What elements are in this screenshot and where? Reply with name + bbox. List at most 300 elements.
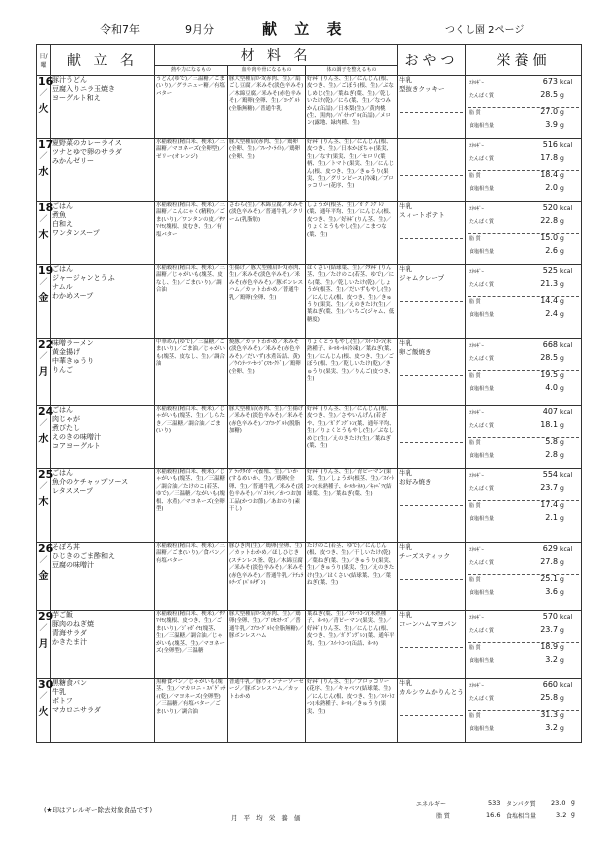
g-unit: g [560,712,564,719]
menu-cell [51,139,155,202]
energy-label: ｴﾈﾙｷﾞｰ [469,473,485,479]
day-number: 17 [38,138,54,151]
snack-item: 型抜きクッキー [399,84,445,93]
energy-ingredients: 水稲穀粒(精白米、梗米)／三温糖／じゃがいも(塊茎、皮なし、生)／ごま(いり)／調合油 [155,265,228,339]
fat-value: 27.0 [540,107,559,116]
dish-name: 豚肉のねぎ焼 [52,620,94,628]
salt-label: 食塩相当量 [469,312,495,318]
g-unit: g [560,576,564,583]
body-ingredients: ﾌﾞﾗｯｸﾀｲｶﾞｰ(養殖、生)／いか(するめいか、生)／鶏卵(全卵、生)／普通牛乳／米みそ(淡色辛みそ)／ﾊﾟｽﾄﾗﾐ／かつお加工品(かつお節)／あおのり(素干し) [228,469,306,543]
protein-value: 23.7 [540,625,559,634]
salt-value: 2.0 [545,183,559,192]
g-unit: g [560,452,564,459]
kcal-unit: kcal [560,205,573,212]
fat-value: 31.3 [540,710,559,719]
g-unit: g [560,355,564,362]
energy-value: 520 [542,203,559,212]
fat-label: 脂 質 [469,713,481,719]
kcal-unit: kcal [560,682,573,689]
dish-name: ごはん [52,469,73,477]
g-unit: g [560,155,564,162]
snack-column-header: おやつ [398,45,466,76]
g-unit: g [560,589,564,596]
dish-name: 肉じゃが [52,415,80,423]
day-cell: 29 ／ 月 [37,611,51,679]
dish-name: 魚介のケチャップソース [52,478,129,486]
salt-label: 食塩相当量 [469,123,495,129]
energy-label: ｴﾈﾙｷﾞｰ [469,269,485,275]
energy-value: 554 [542,470,559,479]
snack-cell [398,469,466,543]
dish-name: ワンタンスープ [52,229,100,237]
body-ingredients: 豚大型種肩(赤肉、生)／鶏卵(全卵、生)／ﾌﾚｰｸ･ﾗｲﾄ)／鶏卵(全卵、生) [228,139,306,202]
dish-name: マカロニサラダ [52,706,101,714]
day-number: 22 [38,338,54,351]
salt-label: 食塩相当量 [469,516,495,522]
day-number: 18 [38,201,54,214]
energy-ingredients: 水稲穀粒(精白米、梗米)／三温糖／こんにゃく(精粉)／ごま(いり)／ワンタンの皮／ｻﾂﾏｲﾓ(塊根、皮むき、生)／有塩バター [155,202,228,265]
menu-cell [51,202,155,265]
protein-value: 18.1 [540,420,559,429]
energy-ingredients: 水稲穀粒(精白米、梗米)／三温糖／ごま(いり)／食パン／有塩バター [155,543,228,611]
avg-energy-value: 533 [488,799,501,807]
fat-label: 脂 質 [469,645,481,651]
energy-ingredients: 水稲穀粒(精白米、梗米)／じゃがいも(塊茎、生)／三温糖／調合油／たけのこ(若茎、ゆで)／三温糖／ながいも(塊根、水煮)／マヨネーズ(全卵型) [155,469,228,543]
protein-label: たんぱく質 [469,93,495,99]
energy-value: 660 [542,680,559,689]
energy-label: ｴﾈﾙｷﾞｰ [469,143,485,149]
regulating-ingredients: はくさい(結球葉、生)／ｸﾀﾈｷﾞ(りん茎、生)／たけのこ(若茎、ゆで)／にら(葉、生)／乾しいたけ(乾)／しょうが(根茎、生)／だいずもやし(生)／にんじん(根、皮つき、生)／きゅうり(果実、生)／えのきたけ(生)／葉ねぎ(葉、生)／いちご(ジャム、低糖度) [306,265,398,339]
menu-cell [51,339,155,406]
kcal-unit: kcal [560,409,573,416]
dish-name: 豆腐入りニラ玉焼き [52,85,115,93]
g-unit: g [560,172,564,179]
day-number: 19 [38,264,54,277]
avg-energy-label: エネルギー [416,801,447,808]
snack-item: 牛乳 [399,543,413,551]
menu-cell [51,265,155,339]
dish-name: わかめスープ [52,292,94,300]
g-unit: g [560,485,564,492]
energy-label: ｴﾈﾙｷﾞｰ [469,343,485,349]
fat-label: 脂 質 [469,373,481,379]
protein-value: 28.5 [540,353,559,362]
day-of-week: 水 [38,434,49,445]
day-number: 25 [38,468,54,481]
day-number: 26 [38,542,54,555]
salt-value: 2.6 [545,246,559,255]
energy-value: 516 [542,140,559,149]
dish-name: ポトフ [52,697,73,705]
kcal-unit: kcal [560,79,573,86]
g-unit: g [560,298,564,305]
regulating-ingredients: 好ﾈｷﾞ(りん茎、生)／青ピーマン(果実、生)／しょうが(根茎、生)／ｽｲｰﾄｺｰﾝ(未熟種子、ﾎｰﾙｶｰﾈﾙ)／ｷｬﾍﾞﾂ(結球葉、生)／葉ねぎ(葉、生) [306,469,398,543]
allergy-note: (★印はアレルギー除去対象食品です) [44,806,152,814]
salt-label: 食塩相当量 [469,386,495,392]
dish-name: 煮びたし [52,424,80,432]
day-cell: 17 ／ 水 [37,139,51,202]
body-ingredients: 豚大型種肩ﾛｰｽ(赤肉、生)／絹ごし豆腐／米みそ(淡色辛みそ)／木綿豆腐／米みそ(赤色辛みそ)／鶏卵(全卵、生)／ﾖｰｸﾞﾙﾄ(全脂無糖)／普通牛乳 [228,76,306,139]
ingredients-column-header: 材 料 名 [155,45,398,66]
dish-name: ヨーグルト和え [52,94,101,102]
g-unit: g [560,372,564,379]
fat-label: 脂 質 [469,110,481,116]
nutrition-cell [466,679,582,743]
day-number: 30 [38,678,54,691]
nutrition-column-header: 栄養価 [466,45,582,76]
snack-cell [398,76,466,139]
menu-row [37,611,582,679]
dish-name: 味噌ラーメン [52,339,94,347]
g-unit: g [560,627,564,634]
nutrition-cell [466,265,582,339]
day-of-week: 木 [38,497,49,508]
protein-value: 23.7 [540,483,559,492]
body-ingredients: さわら(生)／木綿豆腐／米みそ(淡色辛みそ)／普通牛乳／クリーム(乳脂肪) [228,202,306,265]
protein-label: たんぱく質 [469,628,495,634]
dish-name: 豚汁うどん [52,76,87,84]
kcal-unit: kcal [560,546,573,553]
snack-cell [398,139,466,202]
menu-cell [51,543,155,611]
snack-item: 牛乳 [399,202,413,210]
regulating-ingredients: りょくとうもやし(生)／ｽｲｰﾄｺｰﾝ(未熟種子、ﾎｰﾙｶｰﾈﾙ冷凍)／葉ねぎ(葉、生)／にんじん(根、皮つき、生)／ごぼう(根、生)／乾しいたけ(乾)／きゅうり(果実、生)／りんご(皮つき、生) [306,339,398,406]
snack-cell [398,543,466,611]
kcal-unit: kcal [560,342,573,349]
day-of-week: 月 [38,639,49,650]
protein-label: たんぱく質 [469,486,495,492]
salt-value: 3.6 [545,587,559,596]
avg-protein-label: タンパク質 [506,801,536,808]
protein-value: 25.8 [540,693,559,702]
menu-column-header: 献 立 名 [51,45,155,76]
salt-value: 2.4 [545,309,559,318]
nutrition-cell [466,202,582,265]
dish-name: 牛乳 [52,688,66,696]
salt-value: 3.2 [545,655,559,664]
fat-label: 脂 質 [469,440,481,446]
nutrition-cell [466,543,582,611]
snack-item: スィートポテト [399,210,445,219]
avg-salt-label: 食塩相当量 [506,813,537,820]
g-unit: g [560,109,564,116]
energy-ingredients: 水稲穀粒(精白米、梗米)／三温糖／マヨネーズ(全卵型)／ゼリー(オレンジ) [155,139,228,202]
kcal-unit: kcal [560,268,573,275]
snack-item: お好み焼き [399,477,432,486]
g-unit: g [560,559,564,566]
menu-row [37,76,582,139]
g-unit: g [560,725,564,732]
dish-name: 白和え [52,220,73,228]
snack-cell [398,611,466,679]
snack-item: 牛乳 [399,469,413,477]
dish-name: ひじきのごま酢和え [52,552,115,560]
body-ingredients: 豚大型種肩(赤肉、生)／生揚げ／米みそ(淡色辛みそ)／米みそ(赤色辛みそ)／ｺｱﾖｰｸﾞﾙﾄ(脱脂加糖) [228,406,306,469]
snack-item: コーンハムマヨパン [399,619,457,628]
menu-row [37,139,582,202]
avg-fat-label: 脂 質 [436,813,450,820]
fat-value: 17.4 [540,500,559,509]
day-number: 16 [38,75,54,88]
g-unit: g [560,185,564,192]
menu-row [37,339,582,406]
kcal-unit: kcal [560,614,573,621]
dish-name: 中華きゅうり [52,357,94,365]
g-unit: g [560,281,564,288]
day-of-week: 金 [38,571,49,582]
salt-label: 食塩相当量 [469,726,495,732]
dish-name: そぼろ丼 [52,543,80,551]
dish-name: 豆腐の味噌汁 [52,561,94,569]
energy-value: 570 [542,612,559,621]
protein-value: 22.8 [540,216,559,225]
day-cell: 22 ／ 月 [37,339,51,406]
fat-label: 脂 質 [469,173,481,179]
era-year: 令和7年 [100,23,140,36]
fat-value: 19.5 [540,370,559,379]
body-ingredients: 普通牛乳／豚ウィンナーソーセージ／豚ボンレスハム／カットわかめ [228,679,306,743]
fat-value: 18.4 [540,170,559,179]
energy-value: 673 [542,77,559,86]
day-cell: 25 ／ 木 [37,469,51,543]
snack-cell [398,679,466,743]
salt-value: 3.2 [545,723,559,732]
nutrition-cell [466,76,582,139]
kcal-unit: kcal [560,142,573,149]
g-unit: g [560,657,564,664]
snack-cell [398,202,466,265]
protein-value: 27.8 [540,557,559,566]
nutrition-cell [466,139,582,202]
energy-ingredients: 水稲穀粒(精白米、梗米)／じゃがいも(塊茎、生)／しらたき／三温糖／調合油／ごま(いり) [155,406,228,469]
avg-protein-unit: g [571,799,575,806]
dish-name: りんご [52,366,73,374]
dish-name: ごはん [52,406,73,414]
energy-label: ｴﾈﾙｷﾞｰ [469,410,485,416]
dish-name: 黄金揚げ [52,348,80,356]
menu-row [37,469,582,543]
snack-item: カルシウムかりんとう [399,687,464,696]
protein-value: 17.8 [540,153,559,162]
energy-label: ｴﾈﾙｷﾞｰ [469,547,485,553]
snack-item: 牛乳 [399,76,413,84]
g-unit: g [560,235,564,242]
energy-label: ｴﾈﾙｷﾞｰ [469,206,485,212]
dish-name: ごはん [52,202,73,210]
protein-value: 21.3 [540,279,559,288]
energy-label: ｴﾈﾙｷﾞｰ [469,683,485,689]
protein-label: たんぱく質 [469,356,495,362]
regulating-ingredients: 好ﾈｷﾞ(りん茎、生)／にんじん(根、皮つき、生)／さやいんげん(若ざや、生)／ｶﾞｸﾞﾝｸﾞﾚﾝ(葉、通年平均、生)／りょくとうもやし(生)／ぶなしめじ(生)／えのきたけ(生)／葉ねぎ(葉、生) [306,406,398,469]
footer [36,799,581,825]
dish-name: 煮魚 [52,211,66,219]
day-of-week: 月 [38,367,49,378]
regulating-ingredients: 好ﾈｷﾞ(りん茎、生)／にんじん(根、皮つき、生)／日本かぼちゃ(果実、生)／なす(果実、生)／セロリ(葉柄、生)／トマト(果実、生)／にんじん(根、皮つき、生)／きゅうり(果実、生)／グリンピース(冷凍)／ブロッコリー(花序、生) [306,139,398,202]
fat-label: 脂 質 [469,577,481,583]
energy-ingredients: 中華めん(ゆで)／三温糖／ごま(いり)／ごま油／じゃがいも(塊茎、皮なし、生)／調合油 [155,339,228,406]
body-foods-subheader: 血や肉や骨になるもの [228,66,306,76]
fat-value: 14.4 [540,296,559,305]
day-column-header: 日/曜 [37,45,51,76]
g-unit: g [560,122,564,129]
month-label: 9月分 [185,23,214,36]
dish-name: みかんゼリー [52,157,94,165]
protein-label: たんぱく質 [469,282,495,288]
protein-label: たんぱく質 [469,423,495,429]
regulating-ingredients: 好ﾈｷﾞ(りん茎、生)／にんじん(根、皮つき、生)／ごぼう(根、生)／ぶなしめじ(生)／葉ねぎ(葉、生)／乾しいたけ(乾)／にら(葉、生)／なつみかん(缶詰)／日本梨(生)／黄肉桃(生、黒肉)／ﾊﾟｲﾅｯﾌﾟﾙ(缶詰)／メロン(露地、緑肉種、生) [306,76,398,139]
energy-value: 629 [542,544,559,553]
day-number: 29 [38,610,54,623]
g-unit: g [560,218,564,225]
day-cell: 19 ／ 金 [37,265,51,339]
protein-value: 28.5 [540,90,559,99]
snack-item: 牛乳 [399,265,413,273]
day-of-week: 火 [38,707,49,718]
snack-item: ジャムクレープ [399,273,445,282]
snack-cell [398,265,466,339]
day-cell: 26 ／ 金 [37,543,51,611]
g-unit: g [560,311,564,318]
body-ingredients: 焼豚／カットわかめ／米みそ(淡色辛みそ)／米みそ(赤色辛みそ)／だいず(水煮缶詰、黄)／ｳｲﾝﾅｰｿｰｾｰｼﾞ(ｽﾓｰｸﾄﾞ)／鶏卵(全卵、生) [228,339,306,406]
body-ingredients: 生揚げ／豚大型種肩ﾛｰｽ(赤肉、生)／米みそ(淡色辛みそ)／米みそ(赤色辛みそ)／豚ボンレスハム／カットわかめ／普通牛乳／鶏卵(全卵、生) [228,265,306,339]
regulating-ingredients: たけのこ(若茎、ゆで)／にんじん(根、皮つき、生)／干しいたけ(乾)／葉ねぎ(葉、生)／きゅうり(果実、生)／きゅうり(果実、生)／えのきたけ(生)／はくさい(結球葉、生)／葉ねぎ(葉、生) [306,543,398,611]
fat-value: 5.8 [545,437,559,446]
day-of-week: 木 [38,230,49,241]
fat-value: 18.9 [540,642,559,651]
dish-name: レタススープ [52,487,94,495]
g-unit: g [560,439,564,446]
fat-label: 脂 質 [469,236,481,242]
nutrition-cell [466,611,582,679]
avg-salt-unit: g [571,811,575,818]
day-number: 24 [38,405,54,418]
snack-cell [398,339,466,406]
salt-label: 食塩相当量 [469,453,495,459]
menu-row [37,265,582,339]
protein-label: たんぱく質 [469,696,495,702]
dish-name: ツナとゆで卵のサラダ [52,148,122,156]
g-unit: g [560,422,564,429]
protein-label: たんぱく質 [469,219,495,225]
page-title: 献 立 表 [262,20,348,38]
menu-table [36,44,582,743]
regulating-ingredients: 葉ねぎ(葉、生)／ｽｲｰﾄｺｰﾝ(未熟種子、ﾎｰﾙ)／青ピーマン(果実、生)／好ﾈｷﾞ(りん茎、生)／にんじん(根、皮つき、生)／ｶﾞｸﾞﾝｸﾞﾚﾝ(葉、通年平均、生)／ｽｲｰﾄｺｰﾝ(缶詰、ﾎｰﾙ) [306,611,398,679]
g-unit: g [560,248,564,255]
energy-value: 668 [542,340,559,349]
protein-label: たんぱく質 [469,560,495,566]
fat-value: 15.0 [540,233,559,242]
day-of-week: 水 [38,167,49,178]
menu-cell [51,406,155,469]
dish-name: 芋ご飯 [52,611,73,619]
energy-foods-subheader: 熱や力になるもの [155,66,228,76]
dish-name: 夏野菜のカレーライス [52,139,122,147]
menu-row [37,679,582,743]
nutrition-cell [466,469,582,543]
energy-value: 407 [542,407,559,416]
avg-salt-value: 3.2 [556,811,567,819]
g-unit: g [560,502,564,509]
snack-cell [398,406,466,469]
energy-label: ｴﾈﾙｷﾞｰ [469,615,485,621]
snack-item: 牛乳 [399,339,413,347]
snack-item: 卵ご飯焼き [399,347,432,356]
fat-label: 脂 質 [469,503,481,509]
salt-value: 2.1 [545,513,559,522]
snack-item: 牛乳 [399,679,413,687]
menu-row [37,543,582,611]
dish-name: 青海サラダ [52,629,87,637]
body-ingredients: 豚大型種肩ﾛｰｽ(赤肉、生)／鶏卵(全卵、生)／ﾌﾟﾛｾｽﾁｰｽﾞ／普通牛乳／ｺｱﾖｰｸﾞﾙﾄ(全脂無糖)／豚ボンレスハム [228,611,306,679]
energy-ingredients: 黒糖食パン／じゃがいも(塊茎、生)／マカロニ・ｽﾊﾟｹﾞｯﾃｨ(乾)／マヨネーズ(全卵型)／三温糖／有塩バター／ごま(いり)／調合油 [155,679,228,743]
dish-name: ごはん [52,265,73,273]
regulating-ingredients: 好ﾈｷﾞ(りん茎、生)／ブロッコリー(花序、生)／キャベツ(結球葉、生)／にんじん(根、皮つき、生)／ｽｲｰﾄｺｰﾝ(未熟種子、ﾎｰﾙ)／きゅうり(果実、生) [306,679,398,743]
energy-ingredients: うどん(ゆで)／三温糖／ごま(いり)／グラニュー糖／有塩バター [155,76,228,139]
nutrition-cell [466,406,582,469]
menu-row [37,202,582,265]
body-ingredients: 豚ひき肉(生)／鶏卵(全卵、生)／カットわかめ／ほしひじき(ステンレス釜、乾)／木綿豆腐／米みそ(淡色辛みそ)／米みそ(赤色辛みそ)／普通牛乳／ﾅﾁｭﾗﾙﾁｰｽﾞ(ﾊﾟﾙﾒｻﾞﾝ) [228,543,306,611]
monthly-average-label: 月 平 均 栄 養 価 [231,814,303,822]
menu-cell [51,611,155,679]
salt-value: 2.8 [545,450,559,459]
regulating-foods-subheader: 体の調子を整えるもの [306,66,398,76]
dish-name: 黒糖食パン [52,679,87,687]
day-cell: 24 ／ 水 [37,406,51,469]
dish-name: ジャージャンとうふ [52,274,115,282]
energy-label: ｴﾈﾙｷﾞｰ [469,80,485,86]
day-of-week: 火 [38,104,49,115]
fat-label: 脂 質 [469,299,481,305]
avg-protein-value: 23.0 [551,799,566,807]
salt-value: 3.9 [545,120,559,129]
salt-label: 食塩相当量 [469,590,495,596]
dish-name: かきたま汁 [52,638,87,646]
dish-name: えのきの味噌汁 [52,433,101,441]
energy-ingredients: 水稲穀粒(精白米、梗米)／ｻﾂﾏｲﾓ(塊根、皮つき、生)／ごま(いり)／ｼﾞｬｶﾞｲﾓ(塊茎、生)／三温糖／調合油／じゃがいも(塊茎、生)／マヨネーズ(全卵型)／三温糖 [155,611,228,679]
g-unit: g [560,695,564,702]
regulating-ingredients: しょうが(根茎、生)／ｶﾞｸﾞﾝｸﾞﾚﾝ(葉、通年平均、生)／にんじん(根、皮つき、生)／好ﾈｷﾞ(りん茎、生)／りょくとうもやし(生)／こまつな(葉、生) [306,202,398,265]
snack-item: 牛乳 [399,611,413,619]
menu-cell [51,679,155,743]
kcal-unit: kcal [560,472,573,479]
salt-label: 食塩相当量 [469,186,495,192]
avg-fat-value: 16.6 [486,811,501,819]
salt-label: 食塩相当量 [469,658,495,664]
school-page-label: つくし園 2ページ [445,25,525,36]
nutrition-cell [466,339,582,406]
day-cell: 18 ／ 木 [37,202,51,265]
menu-cell [51,469,155,543]
dish-name: コアヨーグルト [52,442,101,450]
dish-name: ナムル [52,283,73,291]
page-header [0,18,595,40]
menu-row [37,406,582,469]
snack-item: チーズスティック [399,551,451,560]
menu-cell [51,76,155,139]
g-unit: g [560,644,564,651]
day-of-week: 金 [38,293,49,304]
salt-label: 食塩相当量 [469,249,495,255]
energy-value: 525 [542,266,559,275]
day-cell: 30 ／ 火 [37,679,51,743]
salt-value: 4.0 [545,383,559,392]
fat-value: 25.1 [540,574,559,583]
day-cell: 16 ／ 火 [37,76,51,139]
protein-label: たんぱく質 [469,156,495,162]
g-unit: g [560,385,564,392]
g-unit: g [560,515,564,522]
g-unit: g [560,92,564,99]
